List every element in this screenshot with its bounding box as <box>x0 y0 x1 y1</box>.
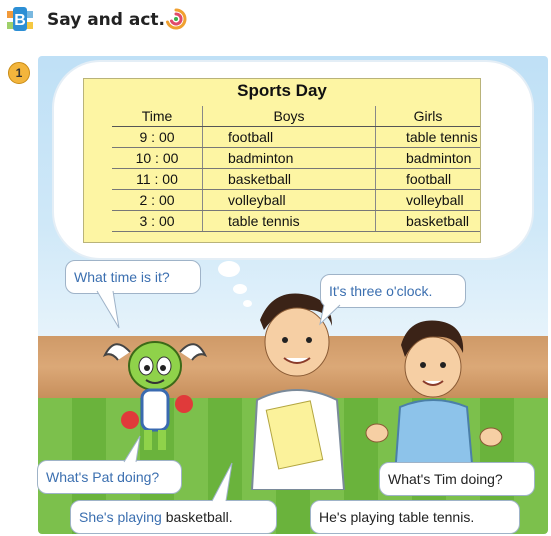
table-row <box>112 211 480 232</box>
table-row <box>112 148 480 169</box>
exercise-number-badge: 1 <box>8 62 30 84</box>
bubble-text: What time is it? <box>74 269 170 285</box>
cell-time: 2 : 00 <box>112 190 203 211</box>
cell-time: 9 : 00 <box>112 127 203 148</box>
cell-girls: football <box>376 169 481 190</box>
table-row <box>112 190 480 211</box>
letter-b-badge-icon <box>6 5 34 33</box>
table-title: Sports Day <box>237 81 327 100</box>
table-row <box>112 169 480 190</box>
cell-boys: volleyball <box>203 190 376 211</box>
cell-boys: badminton <box>203 148 376 169</box>
cell-boys: football <box>203 127 376 148</box>
cell-girls: badminton <box>376 148 481 169</box>
column-header-boys: Boys <box>203 106 376 127</box>
bubble-tail <box>208 462 236 502</box>
sports-day-schedule <box>83 78 481 243</box>
table-row <box>112 127 480 148</box>
audio-swirl-icon[interactable] <box>164 7 188 31</box>
cell-boys: table tennis <box>203 211 376 232</box>
schedule-table <box>112 106 480 232</box>
badge-letter: B <box>14 12 26 29</box>
exercise-title: Say and act. <box>47 10 165 30</box>
bubble-three-oclock <box>320 274 466 308</box>
cell-girls: table tennis <box>376 127 481 148</box>
bubble-text: What's Tim doing? <box>388 471 503 487</box>
boy-figure-tim <box>365 315 505 475</box>
exercise-header <box>0 0 551 40</box>
bubble-tim-doing <box>379 462 535 496</box>
cell-boys: basketball <box>203 169 376 190</box>
cell-girls: basketball <box>376 211 481 232</box>
bubble-tail <box>95 290 125 330</box>
thought-dot <box>218 261 240 277</box>
robot-mascot-pat <box>100 330 210 460</box>
bubble-she-playing <box>70 500 277 534</box>
bubble-tail <box>318 304 344 326</box>
bubble-tail <box>120 435 144 463</box>
bubble-what-time <box>65 260 201 294</box>
bubble-he-playing <box>310 500 520 534</box>
cell-time: 10 : 00 <box>112 148 203 169</box>
bubble-text: It's three o'clock. <box>329 283 433 299</box>
cell-girls: volleyball <box>376 190 481 211</box>
bubble-text: What's Pat doing? <box>46 469 160 485</box>
cell-time: 3 : 00 <box>112 211 203 232</box>
bubble-text: He's playing table tennis. <box>319 509 475 525</box>
bubble-text-prefix: She's playing <box>79 509 166 525</box>
column-header-girls: Girls <box>376 106 481 127</box>
bubble-text-sport: basketball. <box>165 509 233 525</box>
table-header-row <box>112 106 480 127</box>
column-header-time: Time <box>112 106 203 127</box>
cell-time: 11 : 00 <box>112 169 203 190</box>
bubble-pat-doing <box>37 460 182 494</box>
